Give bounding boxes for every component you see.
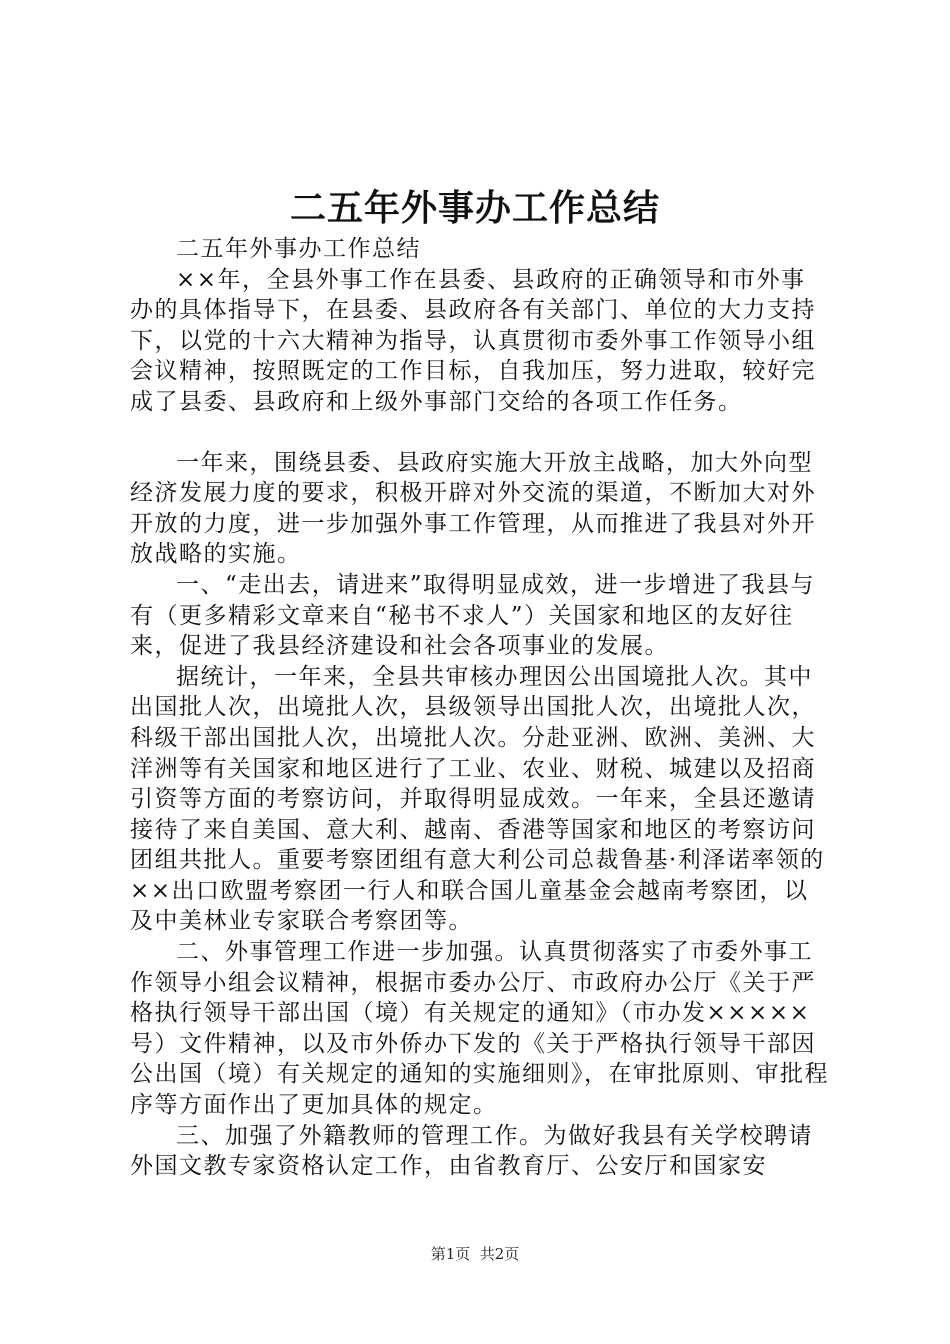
body-paragraph: 三、加强了外籍教师的管理工作。为做好我县有关学校聘请外国文教专家资格认定工作，由省教育厅、公安厅和国家安 (130, 1122, 813, 1180)
body-paragraph-subtitle: 二五年外事办工作总结 (176, 236, 421, 262)
body-paragraph: 二、外事管理工作进一步加强。认真贯彻落实了市委外事工作领导小组会议精神，根据市委办公厅、市政府办公厅《关于严格执行领导干部出国（境）有关规定的通知》（市办发×××××号）文件精神，以及市外侨办下发的《关于严格执行领导干部因公出国（境）有关规定的通知的实施细则》，在审批原则、审批程序等方面作出了更加具体的规定。 (130, 939, 829, 1119)
document-body (130, 234, 830, 1182)
page-footer (0, 1244, 950, 1264)
page-number-label: 第1页 共2页 (430, 1245, 520, 1263)
body-paragraph: 一年来，围绕县委、县政府实施大开放主战略，加大外向型经济发展力度的要求，积极开辟对外交流的渠道，不断加大对外开放的力度，进一步加强外事工作管理，从而推进了我县对外开放战略的实施。 (130, 449, 816, 568)
body-paragraph: 一、“走出去，请进来”取得明显成效，进一步增进了我县与有（更多精彩文章来自“秘书不求人”）关国家和地区的友好往来，促进了我县经济建设和社会各项事业的发展。 (130, 571, 816, 660)
body-paragraph: ××年，全县外事工作在县委、县政府的正确领导和市外事办的具体指导下，在县委、县政府各有关部门、单位的大力支持下，以党的十六大精神为指导，认真贯彻市委外事工作领导小组会议精神，按照既定的工作目标，自我加压，努力进取，较好完成了县委、县政府和上级外事部门交给的各项工作任务。 (130, 266, 816, 415)
body-paragraph: 据统计，一年来，全县共审核办理因公出国境批人次。其中出国批人次，出境批人次，县级领导出国批人次，出境批人次，科级干部出国批人次，出境批人次。分赴亚洲、欧洲、美洲、大洋洲等有关国家和地区进行了工业、农业、财税、城建以及招商引资等方面的考察访问，并取得明显成效。一年来，全县还邀请接待了来自美国、意大利、越南、香港等国家和地区的考察访问团组共批人。重要考察团组有意大利公司总裁鲁基·利泽诺率领的××出口欧盟考察团一行人和联合国儿童基金会越南考察团，以及中美林业专家联合考察团等。 (130, 663, 825, 935)
document-title: 二五年外事办工作总结 (289, 187, 660, 229)
